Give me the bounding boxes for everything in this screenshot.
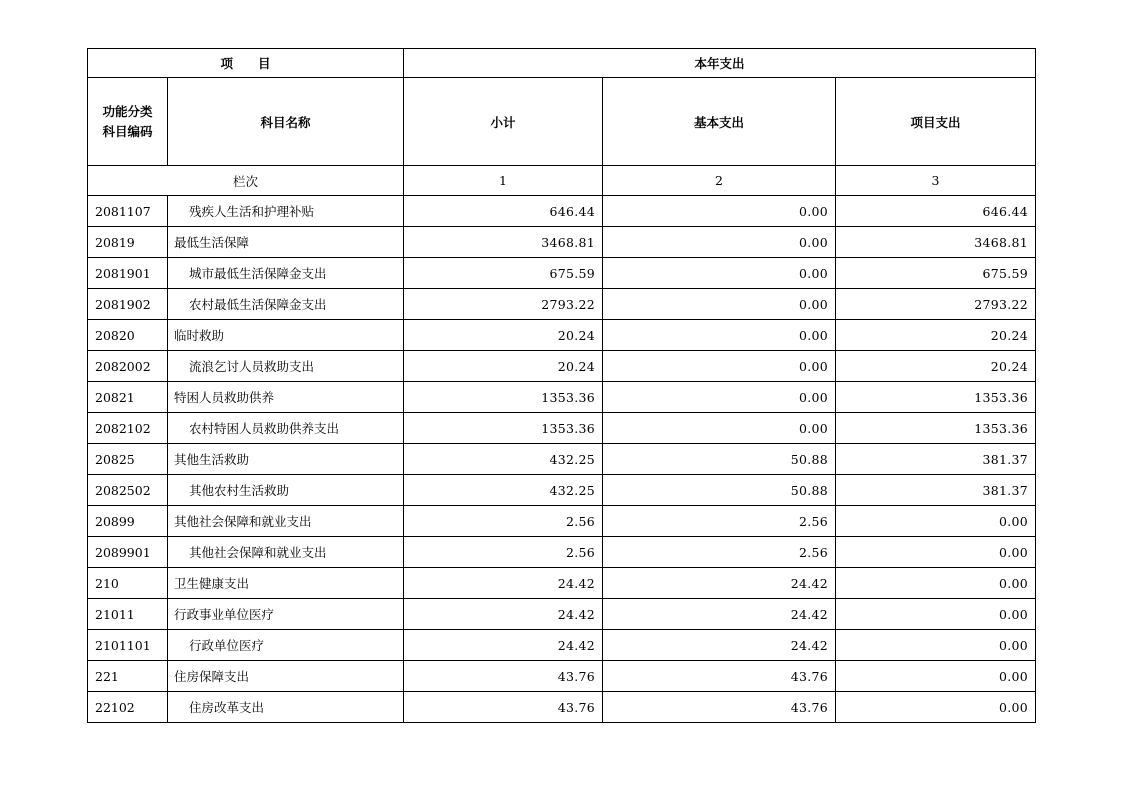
- subtotal-cell: 24.42: [404, 599, 603, 630]
- basic-expenditure-cell: 0.00: [603, 351, 836, 382]
- subject-name-cell: 最低生活保障: [168, 227, 404, 258]
- subject-code-cell: 2081902: [88, 289, 168, 320]
- column-number-2: 2: [603, 166, 836, 196]
- table-row: [88, 537, 1036, 568]
- subtotal-cell: 24.42: [404, 630, 603, 661]
- basic-expenditure-cell: 24.42: [603, 599, 836, 630]
- project-expenditure-cell: 0.00: [836, 630, 1036, 661]
- subject-name-cell: 行政单位医疗: [168, 630, 404, 661]
- project-expenditure-cell: 20.24: [836, 320, 1036, 351]
- project-expenditure-cell: 2793.22: [836, 289, 1036, 320]
- table-row: [88, 382, 1036, 413]
- column-number-1: 1: [404, 166, 603, 196]
- basic-expenditure-cell: 24.42: [603, 568, 836, 599]
- basic-expenditure-cell: 43.76: [603, 661, 836, 692]
- subject-name-cell: 其他生活救助: [168, 444, 404, 475]
- project-expenditure-cell: 0.00: [836, 661, 1036, 692]
- table-row: [88, 351, 1036, 382]
- subtotal-cell: 24.42: [404, 568, 603, 599]
- basic-expenditure-cell: 2.56: [603, 537, 836, 568]
- project-expenditure-cell: 3468.81: [836, 227, 1036, 258]
- subject-code-cell: 221: [88, 661, 168, 692]
- table-row: [88, 475, 1036, 506]
- basic-expenditure-cell: 24.42: [603, 630, 836, 661]
- subject-code-cell: 2082502: [88, 475, 168, 506]
- subtotal-cell: 43.76: [404, 661, 603, 692]
- table-row: [88, 661, 1036, 692]
- func-code-header-line1: 功能分类: [102, 103, 153, 119]
- basic-expenditure-cell: 0.00: [603, 413, 836, 444]
- subject-name-cell: 流浪乞讨人员救助支出: [168, 351, 404, 382]
- project-expenditure-cell: 0.00: [836, 692, 1036, 723]
- func-code-header: [88, 78, 168, 166]
- subject-name-cell: 特困人员救助供养: [168, 382, 404, 413]
- subject-code-cell: 20825: [88, 444, 168, 475]
- table-row: [88, 227, 1036, 258]
- subject-code-cell: 20821: [88, 382, 168, 413]
- table-row: [88, 568, 1036, 599]
- subtotal-cell: 2.56: [404, 506, 603, 537]
- table-row: [88, 320, 1036, 351]
- subject-name-cell: 其他社会保障和就业支出: [168, 506, 404, 537]
- project-expenditure-cell: 1353.36: [836, 413, 1036, 444]
- project-expenditure-cell: 646.44: [836, 196, 1036, 227]
- table-row: [88, 444, 1036, 475]
- subject-name-cell: 农村特困人员救助供养支出: [168, 413, 404, 444]
- project-expenditure-cell: 675.59: [836, 258, 1036, 289]
- subtotal-cell: 1353.36: [404, 382, 603, 413]
- table-row: [88, 289, 1036, 320]
- subject-name-cell: 卫生健康支出: [168, 568, 404, 599]
- basic-expenditure-cell: 0.00: [603, 258, 836, 289]
- table-row: [88, 413, 1036, 444]
- subject-code-cell: 2082102: [88, 413, 168, 444]
- subject-code-cell: 20819: [88, 227, 168, 258]
- subject-code-cell: 2081107: [88, 196, 168, 227]
- project-expenditure-cell: 0.00: [836, 506, 1036, 537]
- header-row-2: [88, 78, 1036, 166]
- subject-name-cell: 住房保障支出: [168, 661, 404, 692]
- project-expenditure-cell: 20.24: [836, 351, 1036, 382]
- subject-name-cell: 临时救助: [168, 320, 404, 351]
- subject-code-cell: 20820: [88, 320, 168, 351]
- basic-expenditure-cell: 0.00: [603, 382, 836, 413]
- basic-expenditure-cell: 50.88: [603, 475, 836, 506]
- subject-name-header: 科目名称: [168, 78, 404, 166]
- project-expenditure-cell: 0.00: [836, 599, 1036, 630]
- project-expenditure-cell: 381.37: [836, 444, 1036, 475]
- basic-expenditure-cell: 0.00: [603, 320, 836, 351]
- subtotal-cell: 20.24: [404, 320, 603, 351]
- header-row-1: [88, 49, 1036, 78]
- annual-expenditure-header: 本年支出: [404, 49, 1036, 78]
- basic-expenditure-cell: 50.88: [603, 444, 836, 475]
- subject-code-cell: 2081901: [88, 258, 168, 289]
- table-row: [88, 599, 1036, 630]
- subject-code-cell: 22102: [88, 692, 168, 723]
- subject-code-cell: 20899: [88, 506, 168, 537]
- subtotal-cell: 3468.81: [404, 227, 603, 258]
- subtotal-cell: 20.24: [404, 351, 603, 382]
- subtotal-cell: 646.44: [404, 196, 603, 227]
- table-row: [88, 692, 1036, 723]
- basic-expenditure-cell: 2.56: [603, 506, 836, 537]
- subtotal-cell: 675.59: [404, 258, 603, 289]
- table-row: [88, 258, 1036, 289]
- table-row: [88, 630, 1036, 661]
- basic-expenditure-cell: 0.00: [603, 289, 836, 320]
- basic-expenditure-header: 基本支出: [603, 78, 836, 166]
- subtotal-cell: 1353.36: [404, 413, 603, 444]
- subject-code-cell: 2101101: [88, 630, 168, 661]
- subject-code-cell: 2082002: [88, 351, 168, 382]
- basic-expenditure-cell: 43.76: [603, 692, 836, 723]
- subtotal-cell: 2.56: [404, 537, 603, 568]
- table-row: [88, 196, 1036, 227]
- subtotal-cell: 43.76: [404, 692, 603, 723]
- subject-code-cell: 210: [88, 568, 168, 599]
- project-expenditure-cell: 0.00: [836, 568, 1036, 599]
- basic-expenditure-cell: 0.00: [603, 196, 836, 227]
- func-code-header-line2: 科目编码: [102, 123, 153, 139]
- subtotal-header: 小计: [404, 78, 603, 166]
- subject-code-cell: 2089901: [88, 537, 168, 568]
- subtotal-cell: 432.25: [404, 444, 603, 475]
- subject-name-cell: 行政事业单位医疗: [168, 599, 404, 630]
- basic-expenditure-cell: 0.00: [603, 227, 836, 258]
- project-expenditure-header: 项目支出: [836, 78, 1036, 166]
- table-row: [88, 506, 1036, 537]
- project-expenditure-cell: 381.37: [836, 475, 1036, 506]
- expenditure-table: [87, 48, 1036, 723]
- subject-name-cell: 城市最低生活保障金支出: [168, 258, 404, 289]
- subject-name-cell: 其他农村生活救助: [168, 475, 404, 506]
- subject-name-cell: 农村最低生活保障金支出: [168, 289, 404, 320]
- column-number-row: [88, 166, 1036, 196]
- column-number-3: 3: [836, 166, 1036, 196]
- project-expenditure-cell: 0.00: [836, 537, 1036, 568]
- subject-name-cell: 住房改革支出: [168, 692, 404, 723]
- subtotal-cell: 432.25: [404, 475, 603, 506]
- subject-code-cell: 21011: [88, 599, 168, 630]
- subject-name-cell: 残疾人生活和护理补贴: [168, 196, 404, 227]
- project-header: 项 目: [88, 49, 404, 78]
- project-expenditure-cell: 1353.36: [836, 382, 1036, 413]
- subtotal-cell: 2793.22: [404, 289, 603, 320]
- column-number-label: 栏次: [88, 166, 404, 196]
- subject-name-cell: 其他社会保障和就业支出: [168, 537, 404, 568]
